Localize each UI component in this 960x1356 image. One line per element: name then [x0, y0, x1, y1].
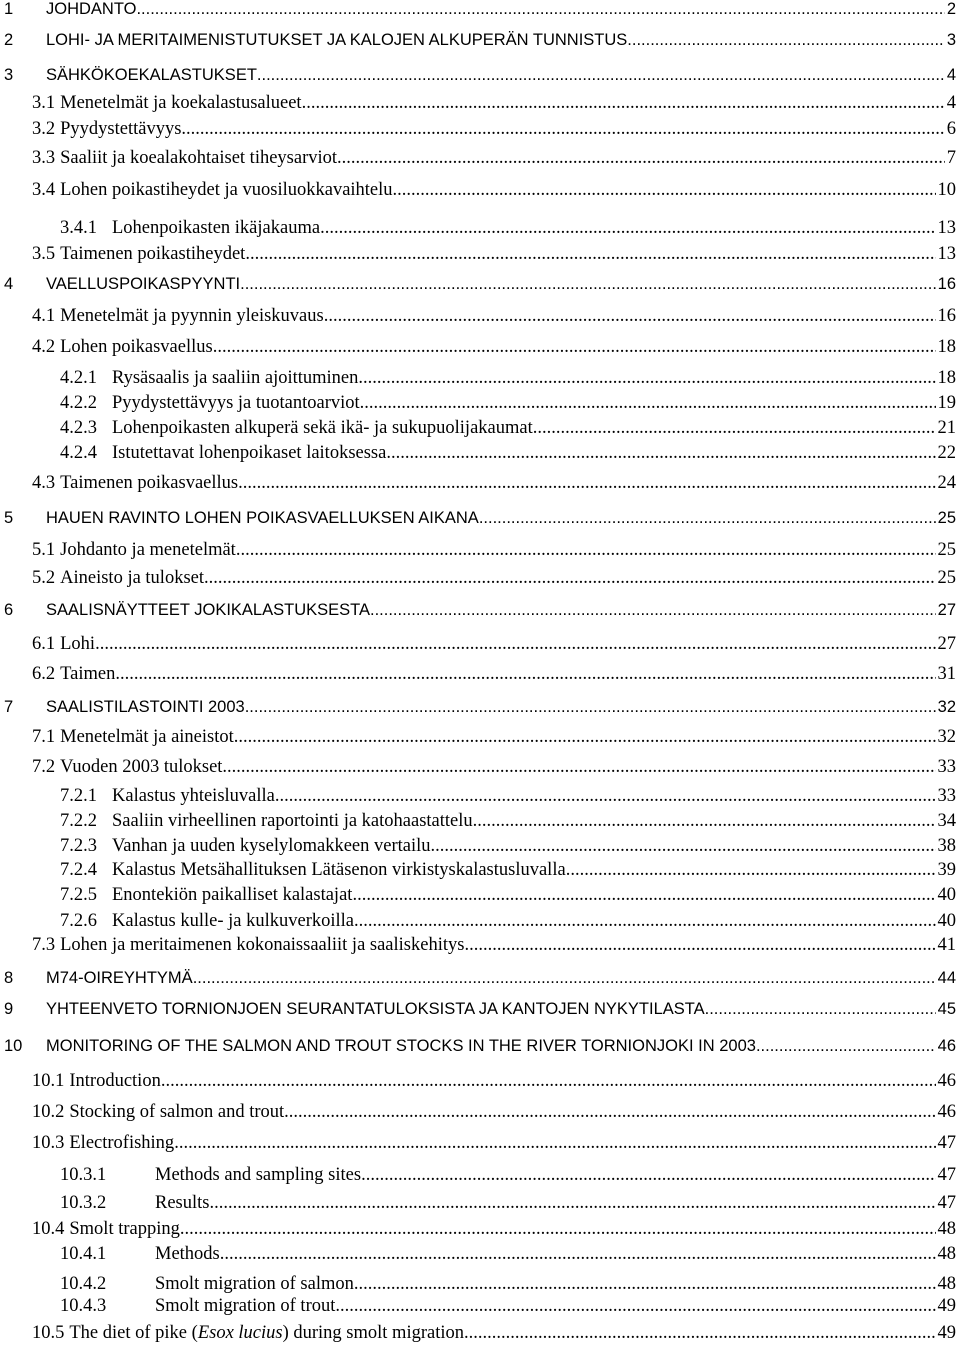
toc-entry-page: 41 [937, 935, 956, 955]
toc-leader-dots [136, 0, 944, 19]
toc-entry[interactable] [0, 66, 960, 90]
toc-entry-title-text: Kalastus yhteisluvalla [112, 786, 275, 806]
toc-entry-number: 4.2.2 [60, 393, 97, 413]
toc-entry-title [46, 1037, 756, 1056]
toc-entry-page: 4 [946, 66, 956, 84]
toc-entry-page: 48 [937, 1244, 956, 1264]
toc-entry-title [112, 418, 533, 439]
toc-entry-title [60, 337, 213, 358]
toc-entry-title-text: Johdanto ja menetelmät [60, 540, 236, 560]
toc-entry-title [112, 393, 360, 414]
toc-entry[interactable] [0, 885, 960, 909]
toc-entry-title-text: Smolt migration of salmon [155, 1274, 354, 1294]
toc-entry-page: 46 [937, 1037, 956, 1055]
toc-entry-title [46, 601, 370, 620]
toc-leader-dots [386, 443, 935, 464]
toc-leader-dots [234, 727, 936, 748]
toc-entry[interactable] [0, 180, 960, 204]
toc-entry-page: 25 [937, 509, 956, 527]
toc-leader-dots [161, 1071, 936, 1092]
toc-entry-title-text: Electrofishing [69, 1133, 175, 1153]
toc-entry-number: 10.4.3 [60, 1296, 107, 1316]
toc-entry-title-text: SAALISTILASTOINTI 2003 [46, 698, 245, 716]
toc-entry-title [46, 698, 245, 717]
toc-entry-number: 6.2 [32, 664, 56, 684]
toc-entry[interactable] [0, 93, 960, 117]
toc-entry-title-text: HAUEN RAVINTO LOHEN POIKASVAELLUKSEN AIKANA [46, 509, 479, 527]
toc-entry[interactable] [0, 509, 960, 533]
toc-entry-page: 10 [937, 180, 956, 200]
toc-entry-title-text: YHTEENVETO TORNIONJOEN SEURANTATULOKSISTA JA KANTOJEN NYKYTILASTA [46, 1000, 705, 1018]
toc-entry-title-text: Menetelmät ja koekalastusalueet [60, 93, 302, 113]
toc-entry-number: 6 [4, 601, 14, 619]
toc-entry-page: 47 [937, 1133, 956, 1153]
toc-entry-page: 27 [937, 601, 956, 619]
toc-leader-dots [393, 180, 936, 201]
toc-leader-dots [302, 93, 945, 114]
toc-entry-title [46, 66, 257, 85]
toc-leader-dots [275, 786, 936, 807]
toc-entry-page: 32 [937, 727, 956, 747]
toc-entry[interactable] [0, 698, 960, 722]
toc-entry-page: 38 [937, 836, 956, 856]
toc-entry-number: 10 [4, 1037, 23, 1055]
toc-leader-dots [320, 218, 935, 239]
toc-leader-dots [431, 836, 936, 857]
toc-entry[interactable] [0, 911, 960, 935]
toc-entry-title [60, 634, 95, 655]
toc-entry-number: 8 [4, 969, 14, 987]
toc-entry[interactable] [0, 1244, 960, 1268]
toc-leader-dots [756, 1037, 936, 1056]
toc-leader-dots [193, 969, 936, 988]
toc-entry-page: 33 [937, 786, 956, 806]
toc-leader-dots [358, 368, 935, 389]
toc-entry[interactable] [0, 443, 960, 467]
toc-entry-title-text: Vanhan ja uuden kyselylomakkeen vertailu [112, 836, 431, 856]
toc-entry-number: 4.2 [32, 337, 56, 357]
toc-entry[interactable] [0, 1296, 960, 1320]
toc-leader-dots [566, 860, 936, 881]
toc-leader-dots [361, 1165, 935, 1186]
toc-leader-dots [95, 634, 935, 655]
toc-entry-title-text: Vuoden 2003 tulokset [60, 757, 223, 777]
toc-entry-title-text: M74-OIREYHTYMÄ [46, 969, 193, 987]
toc-entry-title [155, 1193, 209, 1214]
toc-entry-number: 7.2 [32, 757, 56, 777]
toc-leader-dots [324, 306, 936, 327]
toc-entry-title [60, 568, 204, 589]
toc-entry-title [60, 935, 464, 956]
toc-entry-title-text: Lohi [60, 634, 96, 654]
toc-entry-number: 10.3.1 [60, 1165, 107, 1185]
toc-entry-page: 2 [946, 0, 956, 18]
toc-entry[interactable] [0, 935, 960, 959]
toc-entry-page: 47 [937, 1193, 956, 1213]
toc-entry-title-text: Lohen poikasvaellus [60, 337, 213, 357]
toc-entry-page: 33 [937, 757, 956, 777]
toc-leader-dots [354, 1274, 936, 1295]
toc-entry-page: 3 [946, 31, 956, 49]
toc-leader-dots [220, 1244, 936, 1265]
toc-entry[interactable] [0, 1000, 960, 1024]
toc-entry-title-text: JOHDANTO [46, 0, 137, 18]
toc-entry-number: 3.1 [32, 93, 56, 113]
toc-entry-page: 16 [937, 275, 956, 293]
toc-entry-number: 10.4.2 [60, 1274, 107, 1294]
toc-entry-number: 7 [4, 698, 14, 716]
toc-entry[interactable] [0, 218, 960, 242]
toc-entry-number: 10.3.2 [60, 1193, 107, 1213]
toc-entry[interactable] [0, 568, 960, 592]
toc-entry-number: 4.2.3 [60, 418, 97, 438]
toc-entry-title-text: Lohen ja meritaimenen kokonaissaaliit ja saaliskehitys [60, 935, 465, 955]
toc-entry[interactable] [0, 473, 960, 497]
toc-entry-title [112, 218, 320, 239]
toc-leader-dots [213, 337, 936, 358]
toc-entry-title [155, 1244, 220, 1265]
toc-entry-title-text: Saaliin virheellinen raportointi ja katohaastattelu [112, 811, 473, 831]
toc-entry-page: 49 [937, 1323, 956, 1343]
toc-entry[interactable] [0, 634, 960, 658]
toc-entry-title-text: The diet of pike ( [69, 1323, 198, 1343]
toc-entry[interactable] [0, 664, 960, 688]
toc-entry-number: 10.4.1 [60, 1244, 107, 1264]
toc-entry-number: 10.1 [32, 1071, 65, 1091]
toc-entry[interactable] [0, 244, 960, 268]
toc-entry-page: 46 [937, 1071, 956, 1091]
toc-entry[interactable] [0, 0, 960, 24]
toc-entry-title-text: Pyydystettävyys [60, 119, 182, 139]
toc-leader-dots [627, 31, 945, 50]
toc-entry[interactable] [0, 31, 960, 55]
toc-entry-number: 10.5 [32, 1323, 65, 1343]
toc-leader-dots [181, 119, 944, 140]
toc-entry-page: 25 [937, 568, 956, 588]
toc-leader-dots [705, 1000, 936, 1019]
toc-entry[interactable] [0, 1037, 960, 1061]
toc-entry-number: 7.3 [32, 935, 56, 955]
toc-entry-title [60, 540, 236, 561]
toc-entry-page: 27 [937, 634, 956, 654]
toc-entry[interactable] [0, 811, 960, 835]
toc-entry[interactable] [0, 1193, 960, 1217]
toc-entry-title [60, 757, 222, 778]
toc-entry-title-text: SAALISNÄYTTEET JOKIKALASTUKSESTA [46, 601, 370, 619]
toc-entry-title [60, 93, 301, 114]
toc-leader-dots [236, 540, 936, 561]
toc-entry-title [112, 836, 431, 857]
toc-entry-page: 40 [937, 911, 956, 931]
toc-leader-dots [335, 1296, 935, 1317]
toc-entry-title-text: Menetelmät ja pyynnin yleiskuvaus [60, 306, 324, 326]
toc-entry-page: 48 [937, 1274, 956, 1294]
toc-entry-title-text: Kalastus kulle- ja kulkuverkoilla [112, 911, 354, 931]
toc-entry-title-text: Results [155, 1193, 210, 1213]
toc-entry[interactable] [0, 148, 960, 172]
toc-entry-number: 3.4 [32, 180, 56, 200]
toc-entry-title-text: Istutettavat lohenpoikaset laitoksessa [112, 443, 387, 463]
toc-entry-title [60, 119, 181, 140]
toc-entry-title [112, 885, 352, 906]
toc-entry-title-text: Aineisto ja tulokset [60, 568, 204, 588]
toc-leader-dots [464, 1323, 936, 1344]
toc-entry[interactable] [0, 757, 960, 781]
toc-entry-title-text: Lohen poikastiheydet ja vuosiluokkavaihtelu [60, 180, 393, 200]
toc-entry-number: 7.2.5 [60, 885, 97, 905]
toc-entry-number: 4.1 [32, 306, 56, 326]
toc-entry[interactable] [0, 1133, 960, 1157]
toc-leader-dots [204, 568, 936, 589]
toc-entry-title [112, 786, 275, 807]
toc-entry-title [46, 31, 627, 50]
toc-entry[interactable] [0, 540, 960, 564]
toc-entry-number: 3.5 [32, 244, 56, 264]
toc-entry-number: 2 [4, 31, 14, 49]
toc-entry-title [60, 727, 234, 748]
toc-leader-dots [245, 244, 935, 265]
toc-leader-dots [479, 509, 936, 528]
toc-entry-page: 31 [937, 664, 956, 684]
toc-leader-dots [533, 418, 936, 439]
toc-entry-title [46, 969, 193, 988]
toc-entry-title [112, 811, 473, 832]
toc-entry-title [60, 180, 392, 201]
toc-entry-number: 7.2.4 [60, 860, 97, 880]
toc-entry-page: 21 [937, 418, 956, 438]
toc-entry-number: 5.1 [32, 540, 56, 560]
toc-leader-dots [464, 935, 935, 956]
toc-leader-dots [360, 393, 936, 414]
toc-entry-title [46, 275, 240, 294]
toc-entry[interactable] [0, 1323, 960, 1347]
toc-entry-title-italic: Esox lucius [197, 1323, 283, 1343]
toc-leader-dots [222, 757, 935, 778]
toc-entry-page: 25 [937, 540, 956, 560]
toc-entry-number: 7.1 [32, 727, 56, 747]
toc-entry-title-text: Lohenpoikasten alkuperä sekä ikä- ja sukupuolijakaumat [112, 418, 533, 438]
toc-entry-number: 6.1 [32, 634, 56, 654]
toc-entry-title [69, 1102, 284, 1123]
toc-entry-title [69, 1219, 180, 1240]
toc-leader-dots [240, 275, 936, 294]
toc-entry[interactable] [0, 119, 960, 143]
toc-entry[interactable] [0, 337, 960, 361]
toc-leader-dots [180, 1219, 936, 1240]
toc-entry[interactable] [0, 306, 960, 330]
toc-entry-page: 47 [937, 1165, 956, 1185]
toc-entry-title [112, 860, 566, 881]
toc-entry-page: 7 [946, 148, 956, 168]
toc-entry-page: 4 [946, 93, 956, 113]
toc-entry-title-text: Methods [155, 1244, 220, 1264]
toc-entry-title [46, 1000, 705, 1019]
toc-entry-page: 24 [937, 473, 956, 493]
toc-entry[interactable] [0, 418, 960, 442]
toc-entry-number: 4.2.1 [60, 368, 97, 388]
toc-entry-page: 44 [937, 969, 956, 987]
toc-entry-number: 5 [4, 509, 14, 527]
toc-leader-dots [245, 698, 936, 717]
toc-entry-title-text: Kalastus Metsähallituksen Lätäsenon virkistyskalastusluvalla [112, 860, 566, 880]
toc-entry-page: 13 [937, 218, 956, 238]
toc-entry-title-text: SÄHKÖKOEKALASTUKSET [46, 66, 257, 84]
toc-entry-page: 48 [937, 1219, 956, 1239]
toc-leader-dots [174, 1133, 935, 1154]
toc-entry-page: 39 [937, 860, 956, 880]
toc-entry[interactable] [0, 727, 960, 751]
toc-entry-title [112, 368, 358, 389]
toc-leader-dots [352, 885, 935, 906]
toc-entry-page: 18 [937, 368, 956, 388]
toc-entry-title [112, 911, 354, 932]
toc-leader-dots [284, 1102, 935, 1123]
toc-entry-page: 18 [937, 337, 956, 357]
toc-entry-title [69, 1071, 160, 1092]
toc-entry-title [60, 664, 115, 685]
toc-entry-number: 7.2.2 [60, 811, 97, 831]
toc-entry-title-text: Enontekiön paikalliset kalastajat [112, 885, 353, 905]
toc-entry-number: 7.2.1 [60, 786, 97, 806]
toc-entry-title-text: Smolt migration of trout [155, 1296, 336, 1316]
toc-entry-number: 3.2 [32, 119, 56, 139]
toc-entry-title-text: VAELLUSPOIKASPYYNTI [46, 275, 241, 293]
toc-entry-title [60, 244, 245, 265]
toc-entry-number: 5.2 [32, 568, 56, 588]
toc-entry[interactable] [0, 836, 960, 860]
toc-entry-title-text: Lohenpoikasten ikäjakauma [112, 218, 321, 238]
toc-entry-number: 10.4 [32, 1219, 65, 1239]
toc-entry-page: 45 [937, 1000, 956, 1018]
toc-leader-dots [257, 66, 945, 85]
toc-entry-title [112, 443, 386, 464]
toc-leader-dots [370, 601, 936, 620]
toc-entry-title [155, 1296, 335, 1317]
toc-entry-page: 46 [937, 1102, 956, 1122]
toc-entry-page: 34 [937, 811, 956, 831]
toc-entry-number: 4.3 [32, 473, 56, 493]
toc-entry[interactable] [0, 275, 960, 299]
toc-entry[interactable] [0, 368, 960, 392]
toc-entry-title-text: Stocking of salmon and trout [69, 1102, 285, 1122]
toc-entry-title [60, 473, 238, 494]
toc-entry-title [69, 1323, 464, 1344]
toc-entry[interactable] [0, 1102, 960, 1126]
toc-entry[interactable] [0, 786, 960, 810]
toc-entry-title-text: Saaliit ja koealakohtaiset tiheysarviot [60, 148, 338, 168]
toc-entry-page: 32 [937, 698, 956, 716]
toc-entry-title [46, 0, 136, 19]
toc-entry[interactable] [0, 1071, 960, 1095]
toc-entry-title-text: MONITORING OF THE SALMON AND TROUT STOCKS IN THE RIVER TORNIONJOKI IN 2003 [46, 1037, 756, 1055]
toc-entry-number: 7.2.6 [60, 911, 97, 931]
toc-entry[interactable] [0, 1219, 960, 1243]
toc-entry-page: 6 [946, 119, 956, 139]
toc-leader-dots [238, 473, 935, 494]
toc-entry-number: 3 [4, 66, 14, 84]
toc-entry-number: 1 [4, 0, 14, 18]
toc-entry-title-text: Smolt trapping [69, 1219, 180, 1239]
toc-entry-number: 3.4.1 [60, 218, 97, 238]
toc-entry-title [69, 1133, 174, 1154]
toc-entry-page: 16 [937, 306, 956, 326]
toc-entry[interactable] [0, 393, 960, 417]
toc-leader-dots [209, 1193, 935, 1214]
toc-entry-title-text: Pyydystettävyys ja tuotantoarviot [112, 393, 360, 413]
toc-entry-number: 10.2 [32, 1102, 65, 1122]
toc-entry-number: 3.3 [32, 148, 56, 168]
toc-entry-title-text: Methods and sampling sites [155, 1165, 362, 1185]
toc-entry[interactable] [0, 969, 960, 993]
toc-entry-page: 22 [937, 443, 956, 463]
toc-entry[interactable] [0, 860, 960, 884]
toc-entry-number: 10.3 [32, 1133, 65, 1153]
toc-entry-page: 40 [937, 885, 956, 905]
toc-entry-title [46, 509, 479, 528]
toc-leader-dots [337, 148, 945, 169]
toc-entry-title-text: Taimenen poikasvaellus [60, 473, 239, 493]
toc-entry-number: 4.2.4 [60, 443, 97, 463]
toc-entry-title [155, 1274, 354, 1295]
toc-entry-number: 9 [4, 1000, 14, 1018]
toc-entry-title-text: Rysäsaalis ja saaliin ajoittuminen [112, 368, 359, 388]
toc-leader-dots [473, 811, 936, 832]
toc-entry[interactable] [0, 1274, 960, 1298]
toc-entry[interactable] [0, 1165, 960, 1189]
toc-entry-title-text: LOHI- JA MERITAIMENISTUTUKSET JA KALOJEN ALKUPERÄN TUNNISTUS [46, 31, 628, 49]
toc-entry-title-text: Taimen [60, 664, 116, 684]
toc-entry-page: 19 [937, 393, 956, 413]
toc-leader-dots [115, 664, 935, 685]
toc-entry[interactable] [0, 601, 960, 625]
toc-leader-dots [354, 911, 936, 932]
toc-entry-title-text: ) during smolt migration [282, 1323, 464, 1343]
toc-entry-number: 4 [4, 275, 14, 293]
toc-entry-page: 49 [937, 1296, 956, 1316]
toc-entry-number: 7.2.3 [60, 836, 97, 856]
toc-entry-title [60, 148, 337, 169]
toc-entry-title [155, 1165, 361, 1186]
toc-entry-title-text: Taimenen poikastiheydet [60, 244, 246, 264]
toc-entry-title-text: Introduction [69, 1071, 161, 1091]
toc-entry-title-text: Menetelmät ja aineistot [60, 727, 234, 747]
toc-entry-page: 13 [937, 244, 956, 264]
toc-entry-title [60, 306, 324, 327]
